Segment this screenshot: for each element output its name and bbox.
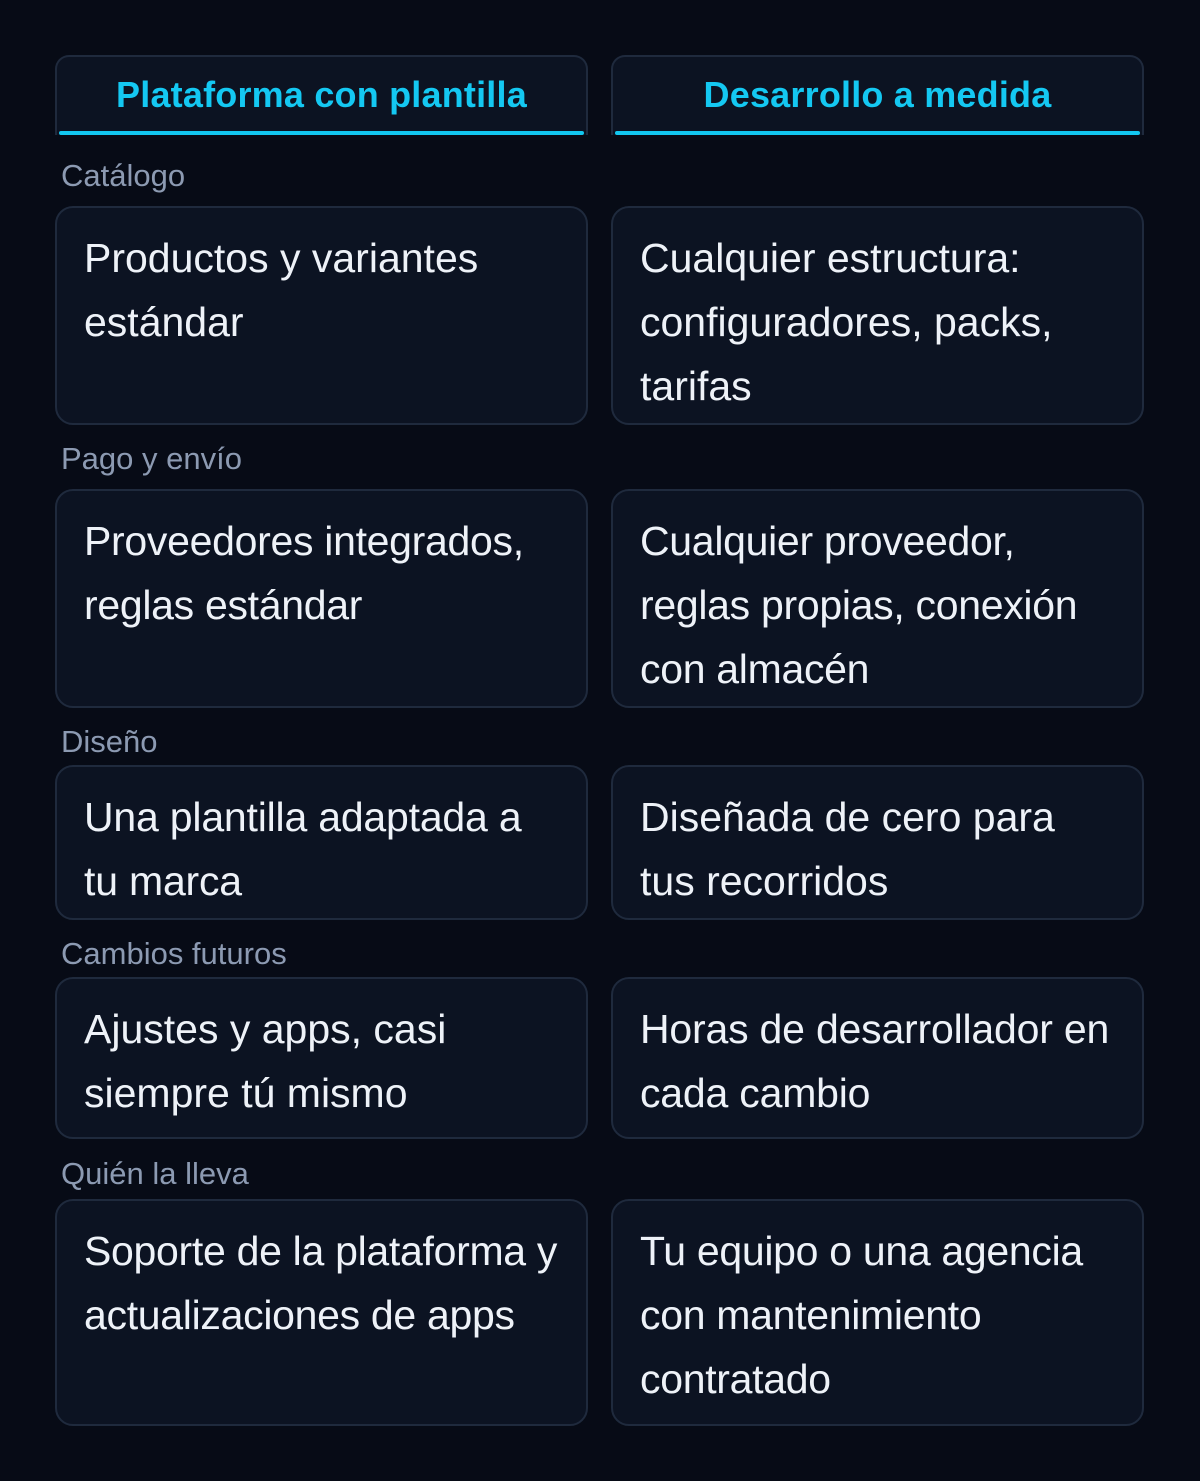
row-label-design: Diseño: [61, 724, 158, 759]
column-header-label: Desarrollo a medida: [703, 74, 1052, 115]
cell-design-custom: [611, 765, 1144, 920]
cell-text: Ajustes y apps, casi siempre tú mismo: [84, 1006, 447, 1116]
cell-text: Cualquier proveedor, reglas propias, conexión con almacén: [640, 518, 1078, 692]
cell-text: Proveedores integrados, reglas estándar: [84, 518, 524, 628]
cell-changes-template: [55, 977, 588, 1139]
cell-text: Tu equipo o una agencia con mantenimiento contratado: [640, 1228, 1083, 1402]
cell-text: Cualquier estructura: configuradores, packs, tarifas: [640, 235, 1053, 409]
column-header-custom-development: [611, 55, 1144, 135]
cell-payment-custom: [611, 489, 1144, 708]
cell-maintenance-custom: [611, 1199, 1144, 1426]
cell-payment-template: [55, 489, 588, 708]
column-header-label: Plataforma con plantilla: [116, 74, 527, 115]
cell-text: Una plantilla adaptada a tu marca: [84, 794, 522, 904]
row-label-payment-shipping: Pago y envío: [61, 441, 242, 476]
cell-design-template: [55, 765, 588, 920]
cell-changes-custom: [611, 977, 1144, 1139]
cell-catalog-custom: [611, 206, 1144, 425]
row-label-future-changes: Cambios futuros: [61, 936, 287, 971]
cell-maintenance-template: [55, 1199, 588, 1426]
cell-catalog-template: [55, 206, 588, 425]
cell-text: Horas de desarrollador en cada cambio: [640, 1006, 1110, 1116]
column-header-template-platform: [55, 55, 588, 135]
cell-text: Soporte de la plataforma y actualizaciones de apps: [84, 1228, 558, 1338]
cell-text: Productos y variantes estándar: [84, 235, 479, 345]
cell-text: Diseñada de cero para tus recorridos: [640, 794, 1055, 904]
row-label-catalog: Catálogo: [61, 158, 186, 193]
row-label-who-maintains: Quién la lleva: [61, 1156, 249, 1191]
